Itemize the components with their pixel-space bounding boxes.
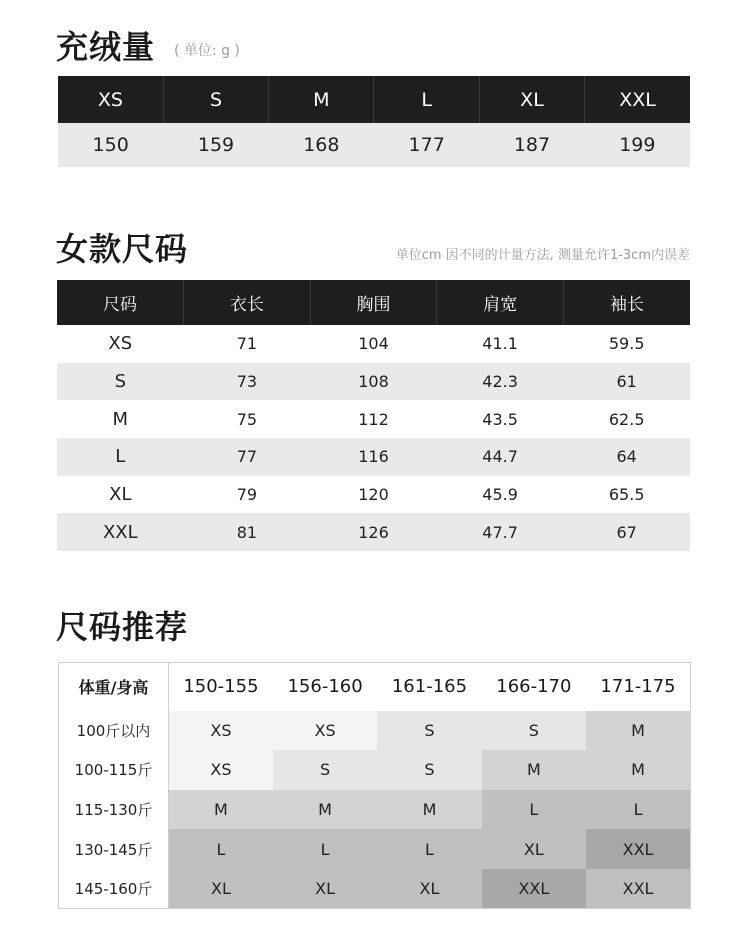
size-cell: L (57, 438, 184, 476)
recommended-size-cell: XXL (586, 829, 690, 869)
chest-cell: 104 (310, 325, 437, 363)
height-header-cell: 171-175 (586, 663, 690, 711)
recommended-size-cell: XL (482, 829, 586, 869)
fill-value-cell: 187 (479, 123, 584, 167)
table-row (59, 750, 691, 790)
recommended-size-cell: XS (169, 750, 273, 790)
height-header-cell: 161-165 (377, 663, 481, 711)
fill-header-cell: XXL (585, 76, 690, 123)
size-header-cell: 尺码 (57, 280, 184, 325)
table-row (57, 513, 690, 551)
weight-cell: 145-160斤 (59, 869, 169, 909)
shoulder-cell: 44.7 (437, 438, 564, 476)
sleeve-cell: 61 (563, 363, 690, 401)
fill-value-cell: 177 (374, 123, 479, 167)
fill-table (58, 76, 690, 167)
recommended-size-cell: XL (169, 869, 273, 909)
height-header-cell: 166-170 (482, 663, 586, 711)
recommended-size-cell: M (482, 750, 586, 790)
table-row (59, 711, 691, 751)
table-row (57, 363, 690, 401)
recommended-size-cell: XL (377, 869, 481, 909)
fill-header-cell: S (163, 76, 268, 123)
recommended-size-cell: S (273, 750, 377, 790)
size-header-cell: 胸围 (310, 280, 437, 325)
length-cell: 75 (184, 400, 311, 438)
table-row (59, 790, 691, 830)
recommended-size-cell: L (169, 829, 273, 869)
recommended-size-cell: M (377, 790, 481, 830)
recommended-size-cell: M (586, 750, 690, 790)
size-cell: M (57, 400, 184, 438)
height-header-cell: 150-155 (169, 663, 273, 711)
recommended-size-cell: XS (273, 711, 377, 751)
table-row (59, 829, 691, 869)
chest-cell: 120 (310, 476, 437, 514)
chest-cell: 116 (310, 438, 437, 476)
fill-title: 充绒量 (56, 28, 156, 66)
sleeve-cell: 62.5 (563, 400, 690, 438)
fill-unit: ( 单位: g ) (174, 43, 240, 59)
size-table (57, 280, 690, 551)
sleeve-cell: 65.5 (563, 476, 690, 514)
recommended-size-cell: M (586, 711, 690, 751)
chest-cell: 112 (310, 400, 437, 438)
recommendation-title: 尺码推荐 (56, 608, 189, 646)
fill-header-cell: L (374, 76, 479, 123)
recommended-size-cell: S (377, 750, 481, 790)
fill-value-cell: 150 (58, 123, 163, 167)
shoulder-cell: 41.1 (437, 325, 564, 363)
fill-value-cell: 199 (585, 123, 690, 167)
size-chart-note: 单位cm 因不同的计量方法, 测量允许1-3cm内误差 (395, 248, 690, 263)
recommended-size-cell: S (377, 711, 481, 751)
fill-value-row (58, 123, 690, 167)
fill-header-cell: M (269, 76, 374, 123)
recommended-size-cell: S (482, 711, 586, 751)
fill-header-row (58, 76, 690, 123)
size-cell: S (57, 363, 184, 401)
recommended-size-cell: L (273, 829, 377, 869)
shoulder-cell: 45.9 (437, 476, 564, 514)
size-header-cell: 肩宽 (437, 280, 564, 325)
recommended-size-cell: M (169, 790, 273, 830)
weight-height-corner: 体重/身高 (59, 663, 169, 711)
sleeve-cell: 64 (563, 438, 690, 476)
recommended-size-cell: XL (273, 869, 377, 909)
length-cell: 79 (184, 476, 311, 514)
shoulder-cell: 47.7 (437, 513, 564, 551)
chest-cell: 108 (310, 363, 437, 401)
table-row (57, 400, 690, 438)
height-header-cell: 156-160 (273, 663, 377, 711)
table-row (57, 325, 690, 363)
recommended-size-cell: XS (169, 711, 273, 751)
recommended-size-cell: XXL (482, 869, 586, 909)
length-cell: 81 (184, 513, 311, 551)
size-chart-title: 女款尺码 (56, 230, 189, 268)
size-header-row (57, 280, 690, 325)
size-cell: XXL (57, 513, 184, 551)
recommended-size-cell: L (482, 790, 586, 830)
sleeve-cell: 59.5 (563, 325, 690, 363)
recommendation-header-row (59, 663, 691, 711)
weight-cell: 115-130斤 (59, 790, 169, 830)
length-cell: 71 (184, 325, 311, 363)
shoulder-cell: 42.3 (437, 363, 564, 401)
recommended-size-cell: L (377, 829, 481, 869)
size-header-cell: 袖长 (563, 280, 690, 325)
table-row (57, 438, 690, 476)
sleeve-cell: 67 (563, 513, 690, 551)
fill-header-cell: XL (479, 76, 584, 123)
length-cell: 77 (184, 438, 311, 476)
size-header-cell: 衣长 (184, 280, 311, 325)
recommended-size-cell: XXL (586, 869, 690, 909)
recommended-size-cell: L (586, 790, 690, 830)
weight-cell: 100-115斤 (59, 750, 169, 790)
recommended-size-cell: M (273, 790, 377, 830)
weight-cell: 130-145斤 (59, 829, 169, 869)
fill-value-cell: 168 (269, 123, 374, 167)
length-cell: 73 (184, 363, 311, 401)
recommendation-table (58, 662, 691, 909)
size-cell: XL (57, 476, 184, 514)
size-cell: XS (57, 325, 184, 363)
fill-value-cell: 159 (163, 123, 268, 167)
fill-header-cell: XS (58, 76, 163, 123)
table-row (59, 869, 691, 909)
weight-cell: 100斤以内 (59, 711, 169, 751)
chest-cell: 126 (310, 513, 437, 551)
table-row (57, 476, 690, 514)
shoulder-cell: 43.5 (437, 400, 564, 438)
